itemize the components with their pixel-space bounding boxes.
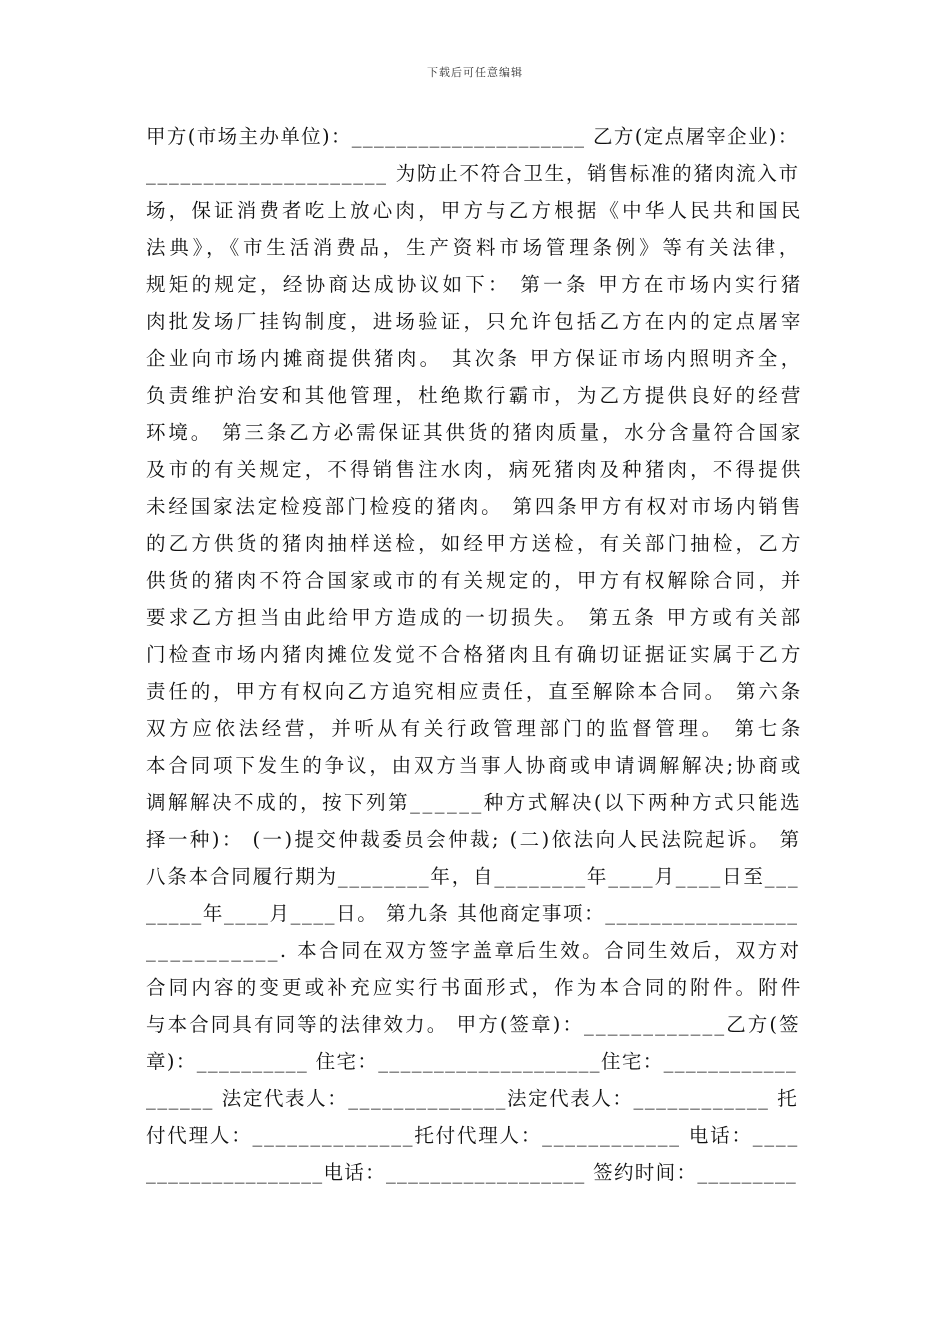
- contract-line: [146, 932, 806, 969]
- contract-line-text: 供货的猪肉不符合国家或市的有关规定的，甲方有权解除合同，并: [146, 569, 804, 592]
- contract-body: [146, 118, 806, 1191]
- contract-line: [146, 1080, 806, 1117]
- contract-line: [146, 303, 806, 340]
- contract-line-text: 及市的有关规定，不得销售注水肉，病死猪肉及种猪肉，不得提供: [146, 458, 804, 481]
- contract-line: [146, 969, 806, 1006]
- contract-line-text: 双方应依法经营，并听从有关行政管理部门的监督管理。 第七条: [146, 717, 805, 740]
- contract-line-text: 与本合同具有同等的法律效力。 甲方(签章)：____________乙方(签: [146, 1013, 801, 1036]
- contract-line-text: _____年____月____日。 第九条 其他商定事项：_________________: [146, 902, 799, 925]
- contract-line: [146, 451, 806, 488]
- contract-line: [146, 562, 806, 599]
- contract-line: [146, 340, 806, 377]
- contract-line: [146, 192, 806, 229]
- contract-line: [146, 636, 806, 673]
- contract-line-text: ________________电话：__________________ 签约时间：_________: [146, 1161, 798, 1184]
- contract-line: [146, 1154, 806, 1191]
- contract-line-text: 择一种)： (一)提交仲裁委员会仲裁; (二)依法向人民法院起诉。 第: [146, 828, 802, 851]
- contract-line: [146, 118, 806, 155]
- contract-line: [146, 599, 806, 636]
- contract-line-text: 合同内容的变更或补充应实行书面形式，作为本合同的附件。附件: [146, 976, 804, 999]
- contract-line: [146, 858, 806, 895]
- contract-line-text: 要求乙方担当由此给甲方造成的一切损失。 第五条 甲方或有关部: [146, 606, 804, 629]
- contract-line-text: ______ 法定代表人：______________法定代表人：____________ 托: [146, 1087, 799, 1110]
- contract-line-text: 调解解决不成的，按下列第______种方式解决(以下两种方式只能选: [146, 791, 803, 814]
- contract-line: [146, 266, 806, 303]
- contract-line: [146, 1043, 806, 1080]
- contract-line-text: 责任的，甲方有权向乙方追究相应责任，直至解除本合同。 第六条: [146, 680, 804, 703]
- contract-line-text: 八条本合同履行期为________年，自________年____月____日至___: [146, 865, 800, 888]
- contract-line: [146, 155, 806, 192]
- contract-line: [146, 229, 806, 266]
- contract-line: [146, 821, 806, 858]
- contract-line-text: ___________. 本合同在双方签字盖章后生效。合同生效后，双方对: [146, 939, 802, 962]
- contract-line: [146, 525, 806, 562]
- contract-line: [146, 488, 806, 525]
- contract-line: [146, 747, 806, 784]
- contract-line: [146, 1006, 806, 1043]
- contract-line-text: 本合同项下发生的争议，由双方当事人协商或申请调解解决;协商或: [146, 754, 804, 777]
- contract-line-text: _____________________ 为防止不符合卫生，销售标准的猪肉流入市: [146, 162, 800, 185]
- contract-line: [146, 414, 806, 451]
- contract-line-text: 环境。 第三条乙方必需保证其供货的猪肉质量，水分含量符合国家: [146, 421, 804, 444]
- contract-line-text: 规矩的规定，经协商达成协议如下： 第一条 甲方在市场内实行猪: [146, 273, 804, 296]
- contract-line-text: 场，保证消费者吃上放心肉，甲方与乙方根据《中华人民共和国民: [146, 199, 804, 222]
- contract-line-text: 未经国家法定检疫部门检疫的猪肉。 第四条甲方有权对市场内销售: [146, 495, 804, 518]
- contract-line: [146, 710, 806, 747]
- contract-line-text: 付代理人：______________托付代理人：____________ 电话：____: [146, 1124, 800, 1147]
- contract-line-text: 负责维护治安和其他管理，杜绝欺行霸市，为乙方提供良好的经营: [146, 384, 804, 407]
- contract-line-text: 门检查市场内猪肉摊位发觉不合格猪肉且有确切证据证实属于乙方: [146, 643, 804, 666]
- contract-line-text: 章)：__________ 住宅：____________________住宅：____________: [146, 1050, 798, 1073]
- contract-line-text: 企业向市场内摊商提供猪肉。 其次条 甲方保证市场内照明齐全，: [146, 347, 804, 370]
- contract-line: [146, 673, 806, 710]
- contract-line-text: 法典》，《市生活消费品，生产资料市场管理条例》等有关法律，: [146, 236, 803, 259]
- contract-line: [146, 895, 806, 932]
- contract-line: [146, 1117, 806, 1154]
- contract-line-text: 的乙方供货的猪肉抽样送检，如经甲方送检，有关部门抽检，乙方: [146, 532, 804, 555]
- contract-line-text: 肉批发场厂挂钩制度，进场验证，只允许包括乙方在内的定点屠宰: [146, 310, 804, 333]
- contract-line: [146, 784, 806, 821]
- header-note: 下载后可任意编辑: [427, 66, 523, 79]
- contract-line: [146, 377, 806, 414]
- contract-line-text: 甲方(市场主办单位)：_____________________ 乙方(定点屠宰企业)：: [146, 125, 799, 148]
